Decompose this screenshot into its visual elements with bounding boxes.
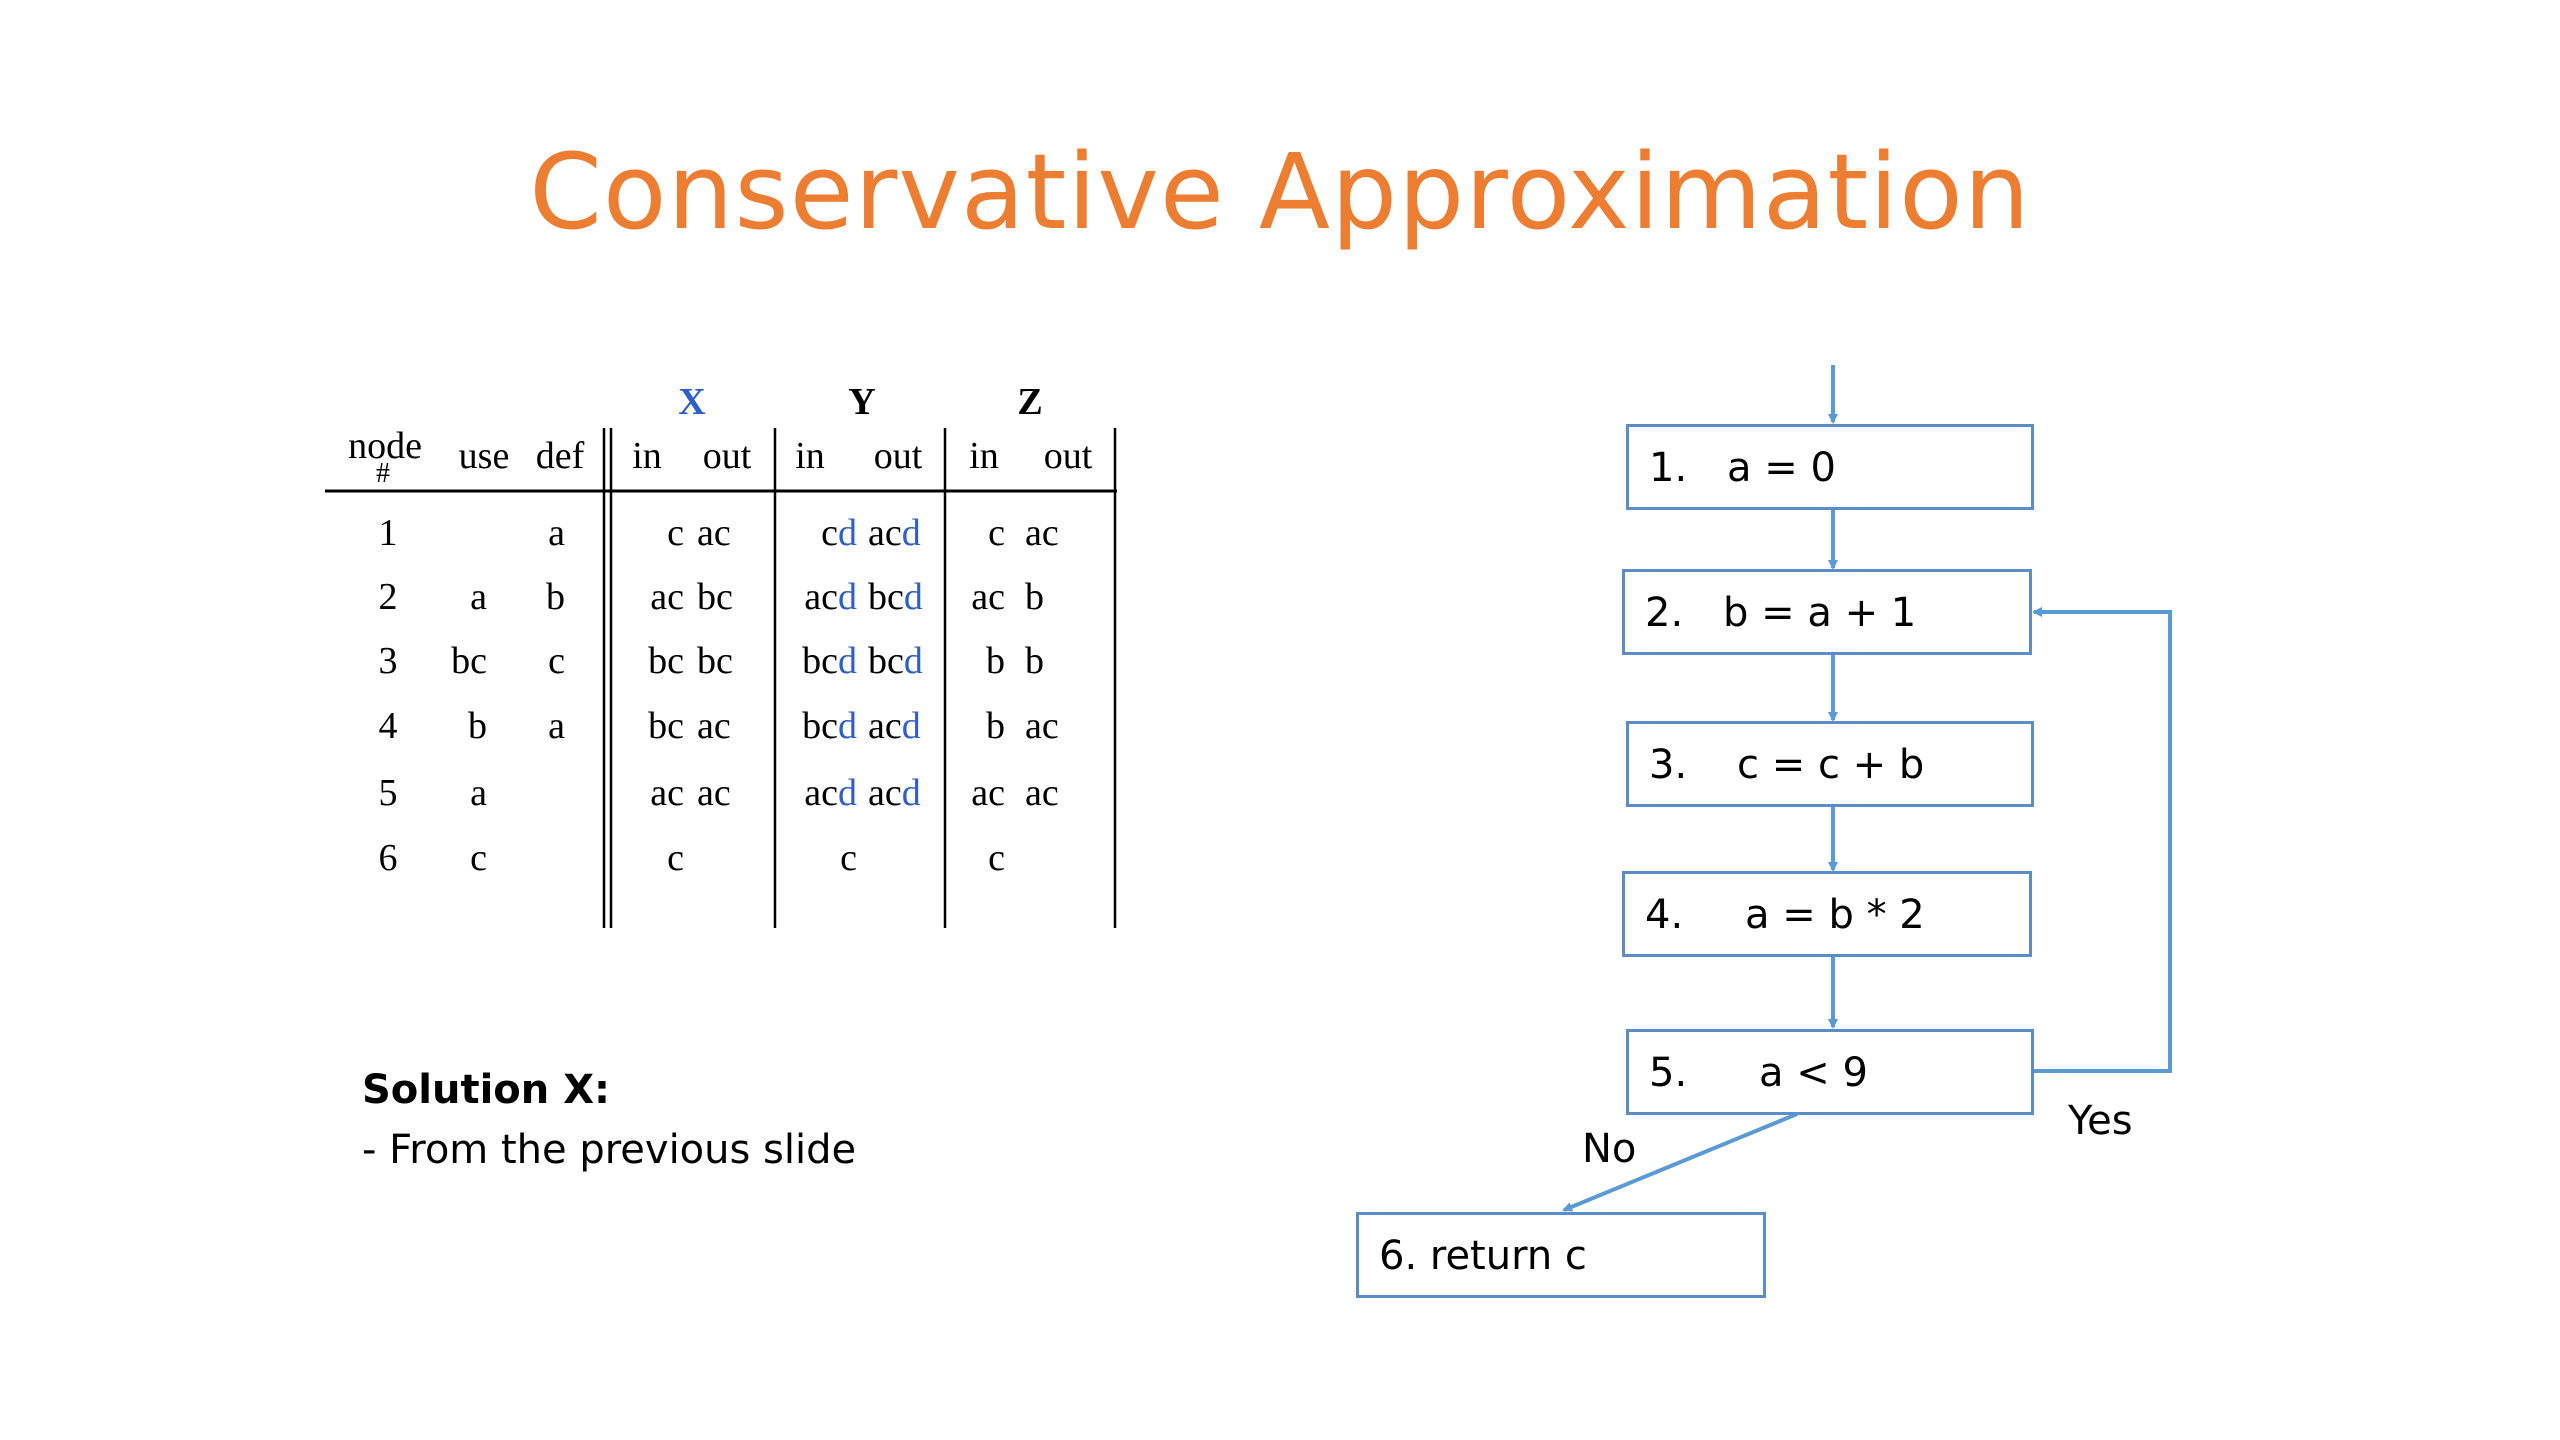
table-cell-x-out-row-3: bc xyxy=(697,640,733,682)
table-cell-def-row-3: c xyxy=(548,640,565,682)
table-cell-node-row-6: 6 xyxy=(378,837,398,879)
table-cell-node-row-2: 2 xyxy=(378,576,398,618)
table-cell-y-out-row-3: bcd xyxy=(868,640,923,682)
col-header-x-in: in xyxy=(632,435,662,477)
group-header-y: Y xyxy=(848,381,876,423)
flow-node-1-number: 1. xyxy=(1649,445,1688,491)
col-header-node-hash: # xyxy=(376,458,390,489)
flow-node-5-code: a < 9 xyxy=(1759,1050,1868,1096)
table-cell-use-row-2: a xyxy=(470,576,487,618)
table-cell-y-in-row-5: acd xyxy=(804,772,857,814)
table-cell-y-out-row-2: bcd xyxy=(868,576,923,618)
table-cell-z-out-row-3: b xyxy=(1025,640,1044,682)
group-header-z: Z xyxy=(1017,381,1043,423)
slide-title: Conservative Approximation xyxy=(529,131,2031,253)
flow-node-5 xyxy=(1626,1029,2034,1115)
col-header-z-out: out xyxy=(1043,435,1093,477)
table-cell-use-row-6: c xyxy=(470,837,487,879)
table-cell-x-out-row-2: bc xyxy=(697,576,733,618)
flow-node-6-code: 6. return c xyxy=(1379,1233,1587,1279)
col-header-def: def xyxy=(535,435,585,477)
table-cell-z-out-row-4: ac xyxy=(1025,705,1059,747)
table-cell-z-in-row-4: b xyxy=(986,705,1005,747)
table-cell-node-row-1: 1 xyxy=(378,512,398,554)
table-cell-def-row-1: a xyxy=(548,512,565,554)
flow-node-3-code: c = c + b xyxy=(1737,742,1925,788)
table-cell-y-out-row-4: acd xyxy=(868,705,921,747)
table-cell-z-in-row-3: b xyxy=(986,640,1005,682)
table-cell-y-in-row-1: cd xyxy=(821,512,857,554)
flow-node-4 xyxy=(1622,871,2032,957)
col-header-z-in: in xyxy=(969,435,999,477)
table-cell-z-in-row-1: c xyxy=(988,512,1005,554)
flow-node-5-number: 5. xyxy=(1649,1050,1688,1096)
table-cell-node-row-4: 4 xyxy=(378,705,398,747)
no-label: No xyxy=(1582,1126,1637,1172)
table-cell-x-out-row-4: ac xyxy=(697,705,731,747)
col-header-y-out: out xyxy=(873,435,923,477)
table-cell-y-in-row-6: c xyxy=(840,837,857,879)
table-cell-def-row-4: a xyxy=(548,705,565,747)
table-cell-y-out-row-1: acd xyxy=(868,512,921,554)
table-cell-z-out-row-5: ac xyxy=(1025,772,1059,814)
flow-node-3-number: 3. xyxy=(1649,742,1688,788)
table-cell-x-in-row-6: c xyxy=(667,837,684,879)
table-cell-x-in-row-1: c xyxy=(667,512,684,554)
table-cell-use-row-5: a xyxy=(470,772,487,814)
table-cell-x-out-row-5: ac xyxy=(697,772,731,814)
table-cell-use-row-4: b xyxy=(468,705,487,747)
solution-line: - From the previous slide xyxy=(362,1127,857,1173)
flow-node-2-code: b = a + 1 xyxy=(1723,590,1917,636)
table-cell-x-in-row-5: ac xyxy=(650,772,684,814)
table-cell-x-in-row-3: bc xyxy=(648,640,684,682)
table-cell-z-out-row-1: ac xyxy=(1025,512,1059,554)
group-header-x: X xyxy=(678,381,706,423)
flow-node-2-number: 2. xyxy=(1645,590,1684,636)
flow-node-3 xyxy=(1626,721,2034,807)
flow-node-4-code: a = b * 2 xyxy=(1745,892,1925,938)
edge-5-2-loop xyxy=(2033,612,2170,1071)
col-header-x-out: out xyxy=(702,435,752,477)
table-cell-z-in-row-2: ac xyxy=(971,576,1005,618)
table-cell-def-row-2: b xyxy=(546,576,565,618)
col-header-use: use xyxy=(458,435,510,477)
table-cell-x-in-row-4: bc xyxy=(648,705,684,747)
flow-node-1 xyxy=(1626,424,2034,510)
table-cell-use-row-3: bc xyxy=(451,640,487,682)
yes-label: Yes xyxy=(2068,1098,2133,1144)
table-cell-y-in-row-3: bcd xyxy=(802,640,857,682)
table-cell-x-out-row-1: ac xyxy=(697,512,731,554)
table-cell-y-in-row-2: acd xyxy=(804,576,857,618)
table-cell-y-out-row-5: acd xyxy=(868,772,921,814)
table-cell-x-in-row-2: ac xyxy=(650,576,684,618)
col-header-node: node xyxy=(348,425,422,467)
table-cell-node-row-5: 5 xyxy=(378,772,398,814)
flow-node-4-number: 4. xyxy=(1645,892,1684,938)
table-cell-z-in-row-6: c xyxy=(988,837,1005,879)
table-cell-y-in-row-4: bcd xyxy=(802,705,857,747)
table-cell-z-in-row-5: ac xyxy=(971,772,1005,814)
flow-node-2 xyxy=(1622,569,2032,655)
col-header-y-in: in xyxy=(795,435,825,477)
solution-title: Solution X: xyxy=(362,1067,611,1113)
table-cell-node-row-3: 3 xyxy=(378,640,398,682)
flow-node-6 xyxy=(1356,1212,1766,1298)
flow-node-1-code: a = 0 xyxy=(1727,445,1836,491)
table-cell-z-out-row-2: b xyxy=(1025,576,1044,618)
